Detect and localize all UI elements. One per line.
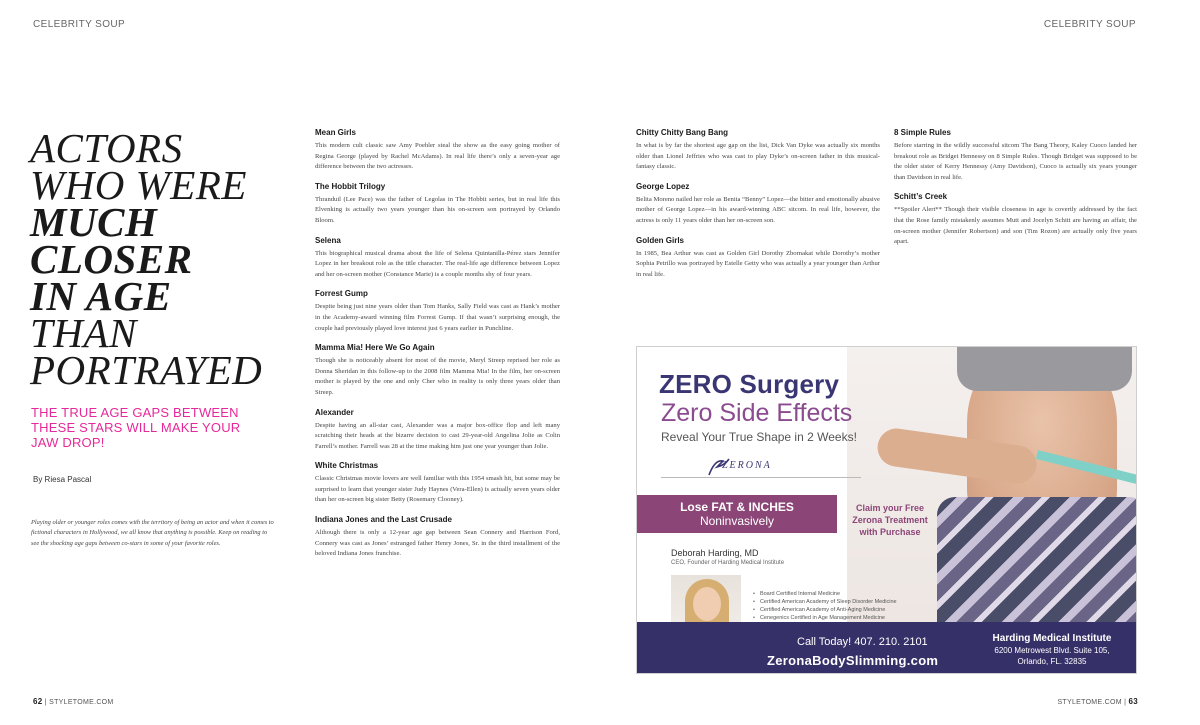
ad-photo <box>847 347 1137 622</box>
article-section <box>315 461 560 506</box>
section-body: Classic Christmas movie lovers are well familiar with this 1954 smash hit, but some may be surprised to learn that younger sister Judy Haynes (Vera-Ellen) is actually seven years older than her on-screen big sister Betty (Rosemary Clooney). <box>315 475 560 504</box>
intro-paragraph: Playing older or younger roles comes with the territory of being an actor and when it comes to fictional characters in Hollywood, we all know that anything is possible. Keep on reading to see the shocking age gaps between co-stars in some of your favorite roles. <box>31 519 274 547</box>
section-title: Golden Girls <box>636 235 685 245</box>
headline-line: WHO WERE <box>30 162 247 208</box>
section-title: Selena <box>315 235 341 245</box>
brand-name: STYLETOME.COM <box>49 699 114 706</box>
section-body: Belita Moreno nailed her role as Benita “Benny” Lopez—the bitter and emotionally abusive mother of George Lopez—in his award-winning ABC sitcom. In real life, however, the actress is only 11 years older than her on-screen son. <box>636 195 880 224</box>
headline-line: THAN <box>30 310 137 356</box>
institute-address-2: Orlando, FL. 32835 <box>1017 657 1087 666</box>
ad-footer <box>637 622 1137 674</box>
article-headline <box>30 125 300 393</box>
running-head-right: CELEBRITY SOUP <box>1043 19 1136 30</box>
section-title: Mamma Mia! Here We Go Again <box>315 343 435 353</box>
article-section <box>894 128 1137 183</box>
headline-line: ACTORS <box>30 125 183 171</box>
ad-website: ZeronaBodySlimming.com <box>767 653 939 668</box>
banner-line-1 <box>637 501 837 514</box>
brand-name: STYLETOME.COM <box>1057 699 1122 706</box>
section-body: This modern cult classic saw Amy Poehler steal the show as the easy going mother of Regina George (played by Rachel McAdams). In real life there’s only a seven-year age difference between the two actresses. <box>315 142 560 171</box>
article-section <box>315 408 560 453</box>
model-leggings <box>937 497 1137 637</box>
headline-line: CLOSER <box>30 236 193 282</box>
folio-left: 62 | STYLETOME.COM <box>33 697 114 706</box>
ad-phone: Call Today! 407. 210. 2101 <box>797 636 928 648</box>
article-section <box>636 236 880 281</box>
section-body: Despite having an all-star cast, Alexander was a major box-office flop and left many scratching their heads at the bizarre decision to cast 29-year-old Angelina Jolie as Colin Farrell’s mother. Farrell was 28 at the time making him just one year younger than Jolie. <box>315 421 560 450</box>
section-title: 8 Simple Rules <box>894 128 951 137</box>
article-column-1 <box>315 128 560 569</box>
article-section <box>315 343 560 398</box>
section-body: Thranduil (Lee Pace) was the father of Legolas in The Hobbit series, but in real life this Elvenking is actually two years younger than his on-screen son portrayed by Orlando Bloom. <box>315 195 560 224</box>
section-title: Schitt’s Creek <box>894 192 948 202</box>
folio-right: STYLETOME.COM | 63 <box>1057 697 1138 706</box>
doctor-title: CEO, Founder of Harding Medical Institute <box>671 560 785 566</box>
institute-info <box>977 632 1127 667</box>
ad-claim: Claim your Free Zerona Treatment with Purchase <box>852 503 928 537</box>
institute-name: Harding Medical Institute <box>992 633 1112 644</box>
article-section <box>315 128 560 173</box>
article-section <box>636 182 880 227</box>
section-body: Though she is noticeably absent for most of the movie, Meryl Streep reprised her role as Donna Sheridan in this follow-up to the 2008 film Mamma Mia! In the film, her on-screen mother is played by the one and only Cher who in reality is only three years older than Streep. <box>315 357 560 396</box>
section-title: White Christmas <box>315 461 379 471</box>
ad-tagline: Reveal Your True Shape in 2 Weeks! <box>661 430 857 444</box>
institute-address-1: 6200 Metrowest Blvd. Suite 105, <box>994 646 1110 655</box>
article-section <box>315 182 560 227</box>
ad-headline: ZERO Surgery <box>659 369 840 399</box>
section-title: The Hobbit Trilogy <box>315 181 386 191</box>
banner-line-2: Noninvasively <box>699 514 775 528</box>
section-body: Despite being just nine years older than Tom Hanks, Sally Field was cast as Hank’s mother in the Academy-award winning film Forrest Gump. If that wasn’t surprising enough, the couple had previously played love interest just 6 years earlier in Punchline. <box>315 303 560 332</box>
credential-item: • Certified American Academy of Anti-Aging Medicine <box>753 606 897 614</box>
section-body: In 1985, Bea Arthur was cast as Golden Girl Dorothy Zbornakat while Dorothy’s mother Sophia Petrillo was portrayed by Estelle Getty who was actually a year younger than Arthur in real life. <box>636 249 880 278</box>
section-body: Although there is only a 12-year age gap between Sean Connery and Harrison Ford, Connery was cast as Jones’ estranged father Henry Jones, Sr. in the third installment of the beloved Indiana Jones franchise. <box>315 529 560 558</box>
section-title: Alexander <box>315 407 354 417</box>
zerona-advertisement <box>636 346 1137 674</box>
ad-subhead: Zero Side Effects <box>661 399 853 427</box>
article-dek: THE TRUE AGE GAPS BETWEEN THESE STARS WILL MAKE YOUR JAW DROP! <box>31 405 241 450</box>
zerona-logo-text: ZERONA <box>722 460 772 471</box>
portrait-face <box>693 587 721 621</box>
article-section <box>636 128 880 173</box>
section-title: Chitty Chitty Bang Bang <box>636 128 728 137</box>
credential-item: • Board Certified Internal Medicine <box>753 590 897 598</box>
credential-item: • Cenegenics Certified in Age Management Medicine <box>753 614 897 622</box>
credential-item: • Certified American Academy of Sleep Disorder Medicine <box>753 598 897 606</box>
section-body: Before starring in the wildly successful sitcom The Bang Theory, Kaley Cuoco landed her breakout role as Bridget Hennessy on 8 Simple Rules. Though Bridget was supposed to be the older sister of Kerry Hennessy (Amy Davidson), Cuoco is actually six years younger than Davidson in real life. <box>894 142 1137 181</box>
article-column-2 <box>636 128 880 289</box>
logo-divider <box>661 477 861 478</box>
article-column-3 <box>894 128 1137 257</box>
doctor-name: Deborah Harding, MD <box>671 548 759 558</box>
doctor-credentials <box>753 590 897 622</box>
section-title: Indiana Jones and the Last Crusade <box>315 515 452 525</box>
page-number: 63 <box>1128 697 1138 706</box>
headline-line: PORTRAYED <box>30 347 263 393</box>
section-body: This biographical musical drama about the life of Selena Quintanilla-Pérez stars Jennifer Lopez in her breakout role as the title character. The real-life age difference between Lopez and her on-screen mother (Constance Marie) is a couple months shy of four years. <box>315 249 560 278</box>
section-body: In what is by far the shortest age gap on the list, Dick Van Dyke was actually six months older than Lionel Jeffries who was cast to play Dyke’s on-screen father in this musical-fantasy classic. <box>636 142 880 171</box>
section-title: Forrest Gump <box>315 289 368 299</box>
byline: By Riesa Pascal <box>33 475 92 484</box>
article-section <box>315 236 560 281</box>
banner-bold: Lose FAT & INCHES <box>680 500 794 514</box>
section-body: **Spoiler Alert** Though their visible closeness in age is covertly addressed by the fact that the Rose family mistakenly assumes Mutt and Jocelyn Schitt are having an affair, the on-screen mother (Jennifer Robertson) and son (Tim Rozon) are actually only five years apart. <box>894 206 1137 246</box>
model-sports-bra <box>957 347 1132 391</box>
running-head-left: CELEBRITY SOUP <box>33 19 126 30</box>
section-title: George Lopez <box>636 181 690 191</box>
article-section <box>894 192 1137 247</box>
page-number: 62 <box>33 697 43 706</box>
headline-line: IN AGE <box>30 273 172 319</box>
article-section <box>315 515 560 560</box>
ad-banner <box>637 495 837 533</box>
headline-line: MUCH <box>30 199 158 245</box>
section-title: Mean Girls <box>315 128 356 137</box>
article-section <box>315 289 560 334</box>
